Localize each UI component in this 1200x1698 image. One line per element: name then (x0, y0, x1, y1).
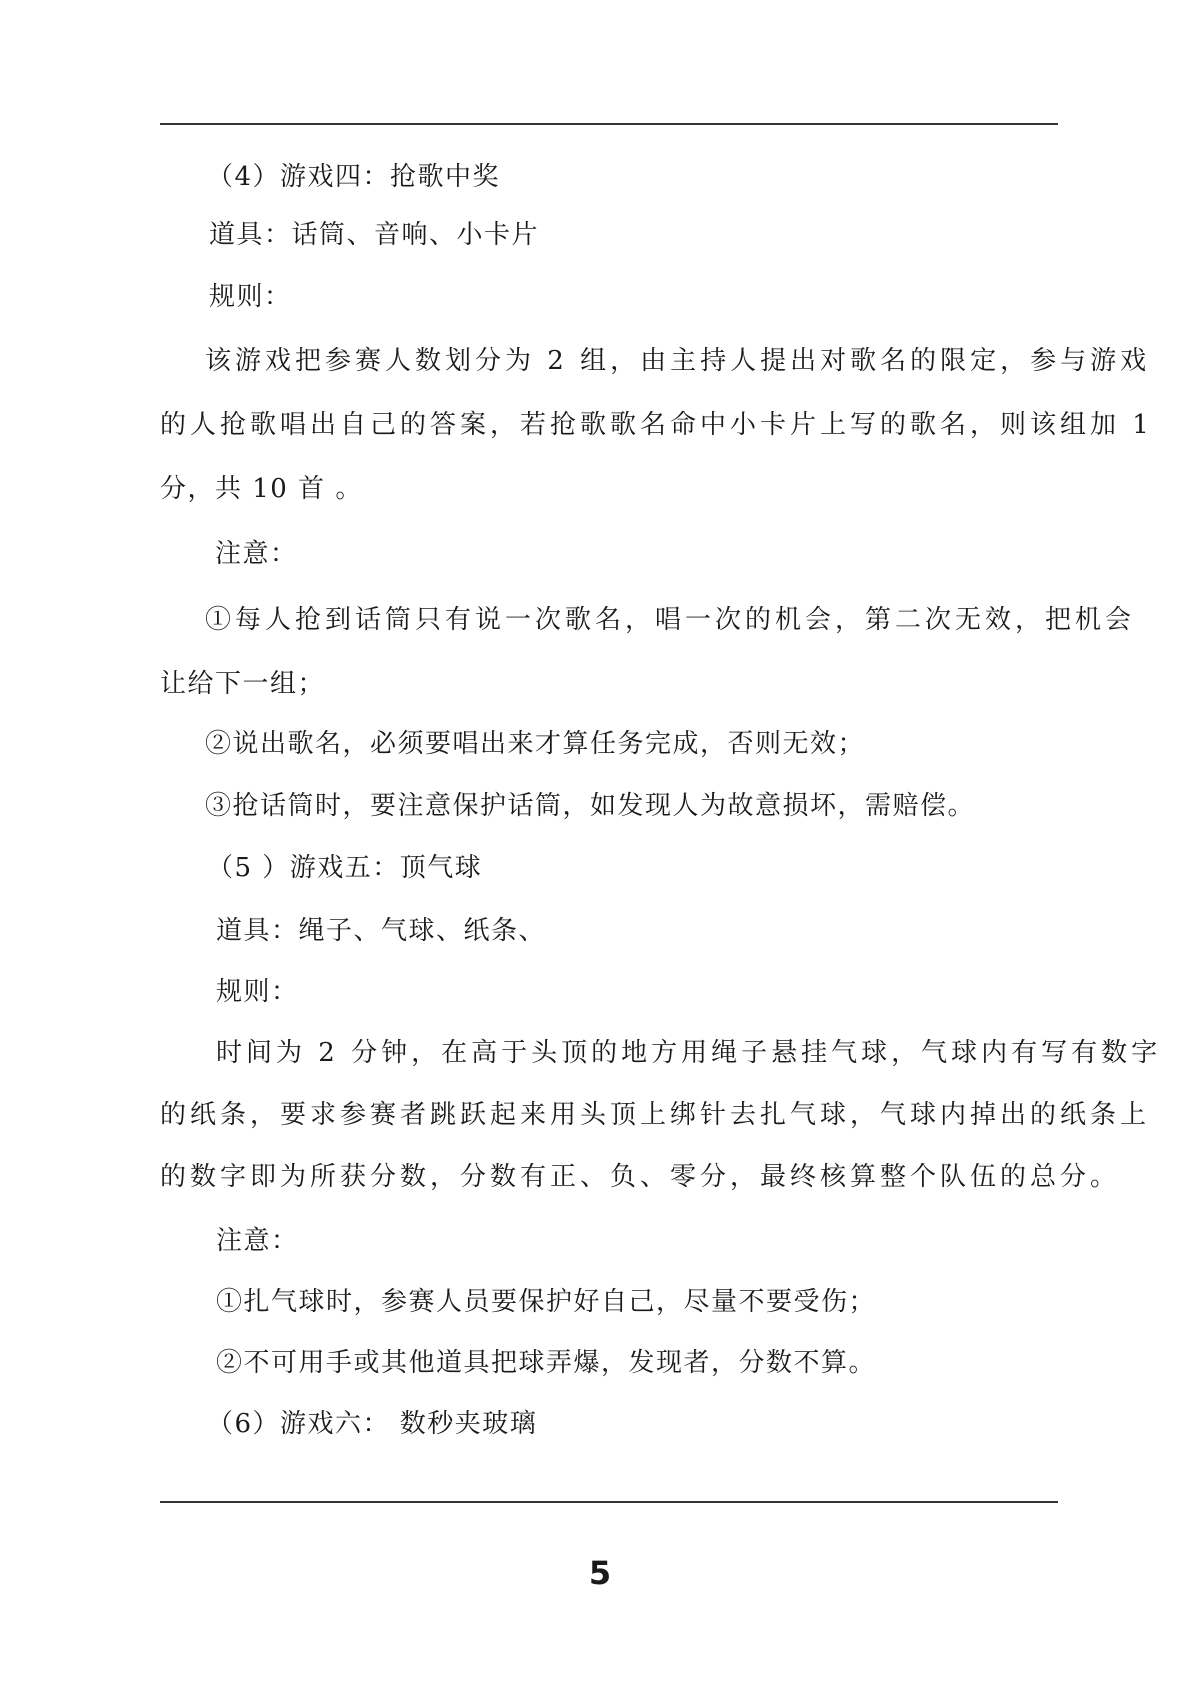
section-5-rules-line-3: 的数字即为所获分数，分数有正、负、零分，最终核算整个队伍的总分。 (160, 1162, 1121, 1192)
section-5-heading: （5 ）游戏五：顶气球 (207, 853, 483, 883)
section-4-rules-line-2: 的人抢歌唱出自己的答案，若抢歌歌名命中小卡片上写的歌名，则该组加 1 (160, 410, 1153, 440)
page-number: 5 (588, 1554, 612, 1592)
section-5-note-2: ②不可用手或其他道具把球弄爆，发现者，分数不算。 (216, 1348, 877, 1378)
section-5-rules-label: 规则： (216, 977, 299, 1007)
section-5-note-1: ①扎气球时，参赛人员要保护好自己，尽量不要受伤； (216, 1287, 877, 1317)
section-4-heading: （4）游戏四：抢歌中奖 (207, 162, 501, 192)
section-5-rules-line-2: 的纸条，要求参赛者跳跃起来用头顶上绑针去扎气球，气球内掉出的纸条上 (160, 1100, 1151, 1130)
header-rule (160, 123, 1058, 125)
section-6-heading: （6）游戏六： 数秒夹玻璃 (207, 1409, 538, 1439)
section-4-note-2: ②说出歌名，必须要唱出来才算任务完成，否则无效； (205, 729, 866, 759)
section-4-props: 道具：话筒、音响、小卡片 (209, 220, 540, 250)
footer-rule (160, 1501, 1058, 1503)
section-4-rules-line-1: 该游戏把参赛人数划分为 2 组，由主持人提出对歌名的限定，参与游戏 (205, 346, 1151, 376)
section-4-rules-label: 规则： (209, 282, 292, 312)
section-5-notes-label: 注意： (216, 1226, 299, 1256)
section-4-note-1-cont: 让给下一组； (160, 669, 326, 699)
section-5-props: 道具：绳子、气球、纸条、 (216, 916, 547, 946)
section-5-rules-line-1: 时间为 2 分钟，在高于头顶的地方用绳子悬挂气球，气球内有写有数字 (216, 1038, 1162, 1068)
section-4-note-3: ③抢话筒时，要注意保护话筒，如发现人为故意损坏，需赔偿。 (205, 791, 976, 821)
section-4-rules-line-3: 分，共 10 首 。 (160, 474, 363, 504)
section-4-notes-label: 注意： (215, 539, 298, 569)
section-4-note-1: ①每人抢到话筒只有说一次歌名，唱一次的机会，第二次无效，把机会 (205, 605, 1136, 635)
